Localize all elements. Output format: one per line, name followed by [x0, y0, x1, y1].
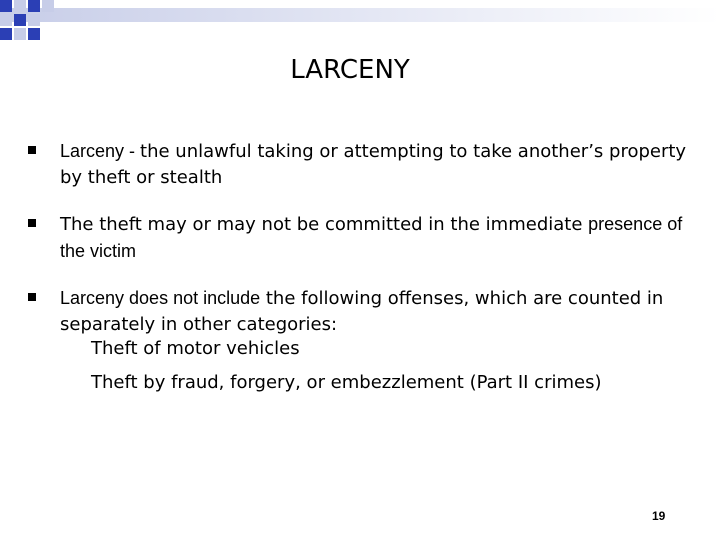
bullet-item: [26, 211, 696, 265]
bullet-text: The theft may or may not be committed in the immediate: [60, 214, 583, 235]
page-number: 19: [652, 509, 666, 523]
bullet-text: the unlawful taking or attempting to take another’s property by theft or stealth: [60, 141, 687, 188]
corner-decoration: [0, 0, 720, 46]
square-bullet-icon: [28, 146, 36, 154]
bullet-lead: Larceny does not include: [60, 288, 261, 308]
square-bullet-icon: [28, 293, 36, 301]
bullet-lead: Larceny -: [60, 141, 141, 161]
bullet-text: the following offenses, which are counted in separately in other categories:: [60, 288, 664, 335]
slide-title: LARCENY: [290, 55, 410, 85]
sub-item: Theft by fraud, forgery, or embezzlement (Part II crimes): [91, 372, 602, 393]
bullet-item: [26, 285, 696, 338]
bullet-item: [26, 138, 696, 191]
bullet-emphasis: presence of the victim: [60, 214, 683, 261]
square-bullet-icon: [28, 219, 36, 227]
sub-item: Theft of motor vehicles: [91, 338, 300, 359]
bullet-list: [26, 138, 696, 338]
